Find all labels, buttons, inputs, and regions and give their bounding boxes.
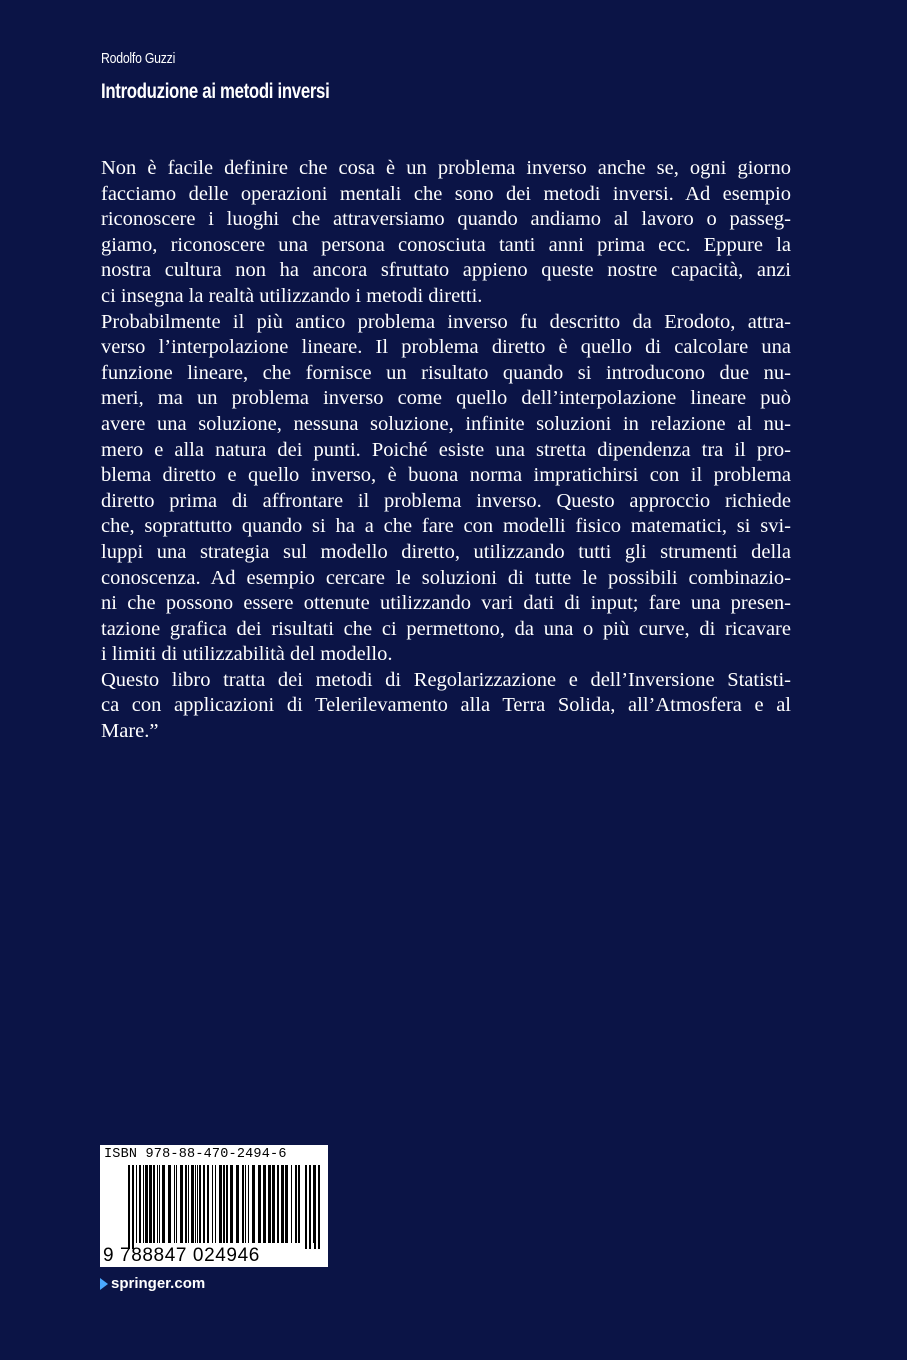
description-line: avere una soluzione, nessuna soluzione, infinite soluzioni in relazione al nu- bbox=[101, 412, 791, 435]
barcode-bar bbox=[157, 1165, 158, 1243]
barcode-bar bbox=[136, 1165, 137, 1243]
description-line: ci insegna la realtà utilizzando i metodi diretti. bbox=[101, 284, 483, 307]
barcode-bar bbox=[203, 1165, 205, 1243]
description-line: Mare.” bbox=[101, 720, 159, 743]
barcode-bar bbox=[143, 1165, 144, 1243]
publisher-link[interactable] bbox=[100, 1275, 205, 1292]
barcode-bar bbox=[132, 1165, 134, 1249]
barcode-bar bbox=[305, 1165, 307, 1249]
barcode-bar bbox=[281, 1165, 284, 1243]
book-description bbox=[101, 156, 791, 745]
barcode-bar bbox=[285, 1165, 288, 1243]
isbn-barcode bbox=[100, 1145, 328, 1267]
barcode-bar bbox=[291, 1165, 292, 1243]
description-line: mero e alla natura dei punti. Poiché esiste una stretta dipendenza tra il pro- bbox=[101, 438, 791, 461]
description-line: giamo, riconoscere una persona conosciuta tanti anni prima ecc. Eppure la bbox=[101, 233, 791, 256]
description-line: verso l’interpolazione lineare. Il problema diretto è quello di calcolare una bbox=[101, 336, 791, 359]
barcode-bar bbox=[272, 1165, 275, 1243]
barcode-bar bbox=[318, 1165, 320, 1249]
barcode-bar bbox=[295, 1165, 297, 1243]
description-line: conoscenza. Ad esempio cercare le soluzioni di tutte le possibili combinazio- bbox=[101, 566, 791, 589]
barcode-bar bbox=[263, 1165, 266, 1243]
description-line: Questo libro tratta dei metodi di Regolarizzazione e dell’Inversione Statisti- bbox=[101, 668, 791, 691]
barcode-bar bbox=[242, 1165, 244, 1243]
description-line: che, soprattutto quando si ha a che fare con modelli fisico matematici, si svi- bbox=[101, 515, 791, 538]
description-line: diretto prima di affrontare il problema inverso. Questo approccio richiede bbox=[101, 489, 791, 512]
barcode-bar bbox=[219, 1165, 222, 1243]
description-line: meri, ma un problema inverso come quello dell’interpolazione lineare può bbox=[101, 387, 791, 410]
arrow-right-icon bbox=[100, 1278, 108, 1290]
barcode-bar bbox=[236, 1165, 239, 1243]
barcode-bar bbox=[298, 1165, 300, 1243]
barcode-bar bbox=[313, 1165, 314, 1243]
barcode-bar bbox=[230, 1165, 233, 1243]
barcode-bar bbox=[197, 1165, 198, 1243]
description-line: riconoscere i luoghi che attraversiamo quando andiamo al lavoro o passeg- bbox=[101, 208, 791, 231]
barcode-bar bbox=[191, 1165, 194, 1243]
barcode-bar bbox=[248, 1165, 249, 1243]
description-line: luppi una strategia sul modello diretto, utilizzando tutti gli strumenti della bbox=[101, 540, 791, 563]
barcode-bar bbox=[226, 1165, 228, 1243]
barcode-bar bbox=[258, 1165, 261, 1243]
description-line: ni che possono essere ottenute utilizzando vari dati di input; fare una presen- bbox=[101, 592, 791, 615]
description-line: i limiti di utilizzabilità del modello. bbox=[101, 643, 393, 666]
description-line: tazione grafica dei risultati che ci permettono, da una o più curve, di ricavare bbox=[101, 617, 791, 640]
barcode-bar bbox=[159, 1165, 160, 1243]
barcode-bar bbox=[252, 1165, 255, 1243]
description-line: nostra cultura non ha ancora sfruttato appieno queste nostre capacità, anzi bbox=[101, 259, 791, 282]
description-line: ca con applicazioni di Telerilevamento alla Terra Solida, all’Atmosfera e al bbox=[101, 694, 791, 717]
barcode-bar bbox=[199, 1165, 201, 1243]
description-line: funzione lineare, che fornisce un risultato quando si introducono due nu- bbox=[101, 361, 791, 384]
barcode-bar bbox=[185, 1165, 187, 1243]
barcode-bar bbox=[245, 1165, 246, 1243]
barcode-bar bbox=[168, 1165, 171, 1243]
book-title: Introduzione ai metodi inversi bbox=[101, 80, 330, 103]
barcode-bar bbox=[176, 1165, 177, 1243]
barcode-bar bbox=[268, 1165, 271, 1243]
barcode-bar bbox=[215, 1165, 216, 1243]
barcode-bar bbox=[188, 1165, 189, 1243]
barcode-digits: 9 788847 024946 bbox=[103, 1245, 260, 1266]
barcode-bar bbox=[180, 1165, 183, 1243]
description-line: facciamo delle operazioni mentali che sono dei metodi inversi. Ad esempio bbox=[101, 182, 791, 205]
description-line: Non è facile definire che cosa è un problema inverso anche se, ogni giorno bbox=[101, 157, 791, 179]
barcode-bar bbox=[207, 1165, 209, 1243]
barcode-bar bbox=[223, 1165, 225, 1243]
barcode-bar bbox=[149, 1165, 152, 1243]
barcode-bar bbox=[139, 1165, 141, 1243]
barcode-bar bbox=[145, 1165, 148, 1243]
barcode-bar bbox=[314, 1165, 316, 1249]
barcode-bar bbox=[162, 1165, 165, 1243]
publisher-url: springer.com bbox=[111, 1275, 206, 1292]
barcode-bar bbox=[309, 1165, 311, 1249]
barcode-bar bbox=[174, 1165, 175, 1243]
barcode-bar bbox=[153, 1165, 155, 1243]
description-line: blema diretto e quello inverso, è buona norma impratichirsi con il problema bbox=[101, 464, 791, 487]
isbn-label: ISBN 978-88-470-2494-6 bbox=[104, 1147, 287, 1162]
barcode-bar bbox=[277, 1165, 279, 1243]
author-name: Rodolfo Guzzi bbox=[101, 50, 176, 67]
barcode-bar bbox=[212, 1165, 213, 1243]
description-line: Probabilmente il più antico problema inverso fu descritto da Erodoto, attra- bbox=[101, 310, 791, 333]
barcode-bar bbox=[195, 1165, 196, 1243]
barcode-bar bbox=[128, 1165, 130, 1249]
